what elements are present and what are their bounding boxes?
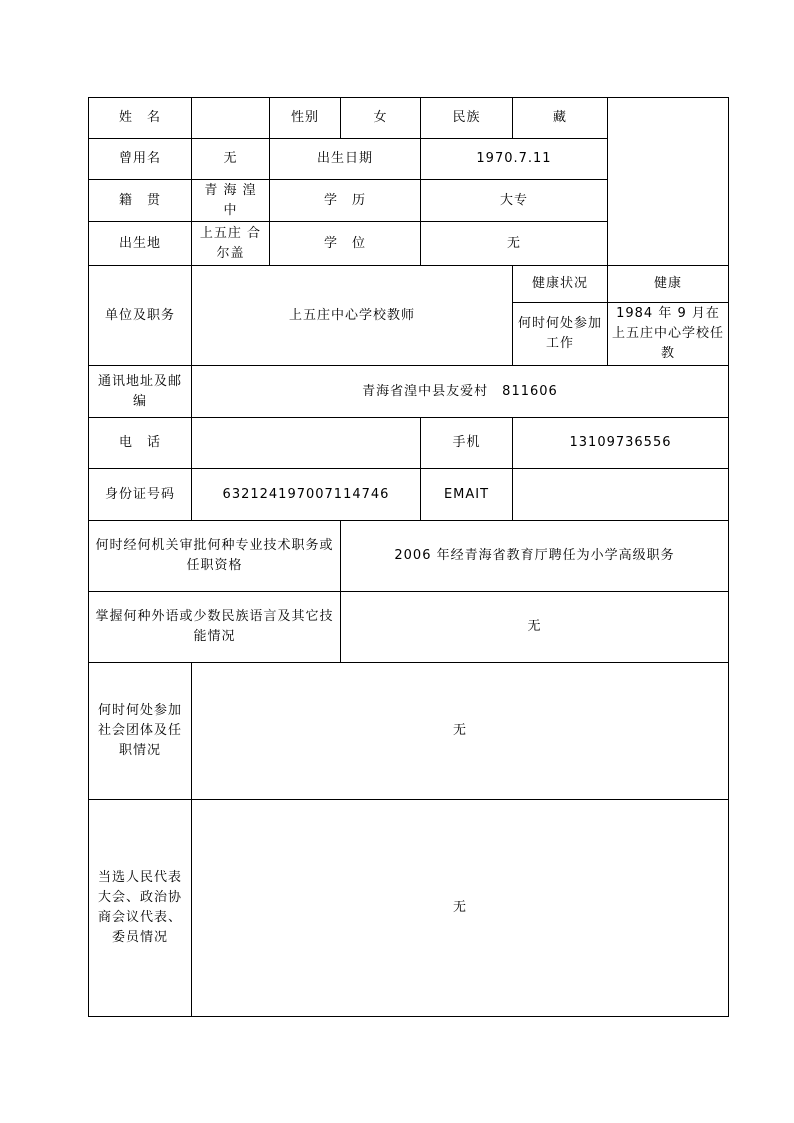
former-name-value: 无 xyxy=(192,139,270,180)
birthplace-value: 上五庄 合尔盖 xyxy=(192,222,270,266)
id-number-value: 632124197007114746 xyxy=(192,469,421,521)
work-start-label: 何时何处参加工作 xyxy=(513,303,608,366)
ethnicity-label: 民族 xyxy=(421,98,513,139)
health-value: 健康 xyxy=(608,266,729,303)
birthplace-label: 出生地 xyxy=(89,222,192,266)
health-label: 健康状况 xyxy=(513,266,608,303)
photo-cell xyxy=(608,98,729,266)
education-label: 学 历 xyxy=(270,180,421,222)
mobile-value: 13109736556 xyxy=(513,418,729,469)
name-label: 姓 名 xyxy=(89,98,192,139)
native-place-label: 籍 贯 xyxy=(89,180,192,222)
phone-label: 电 话 xyxy=(89,418,192,469)
education-value: 大专 xyxy=(421,180,608,222)
work-start-value: 1984 年 9 月在上五庄中心学校任教 xyxy=(608,303,729,366)
degree-value: 无 xyxy=(421,222,608,266)
email-value xyxy=(513,469,729,521)
birth-date-label: 出生日期 xyxy=(270,139,421,180)
address-value: 青海省湟中县友爱村 811606 xyxy=(192,366,729,418)
language-skills-value: 无 xyxy=(341,592,729,663)
professional-title-label: 何时经何机关审批何种专业技术职务或任职资格 xyxy=(89,521,341,592)
email-label: EMAIT xyxy=(421,469,513,521)
personal-info-form xyxy=(88,97,729,1017)
former-name-label: 曾用名 xyxy=(89,139,192,180)
congress-member-label: 当选人民代表大会、政治协商会议代表、委员情况 xyxy=(89,800,192,1017)
professional-title-value: 2006 年经青海省教育厅聘任为小学高级职务 xyxy=(341,521,729,592)
birth-date-value: 1970.7.11 xyxy=(421,139,608,180)
social-groups-label: 何时何处参加社会团体及任职情况 xyxy=(89,663,192,800)
congress-member-value: 无 xyxy=(192,800,729,1017)
gender-label: 性别 xyxy=(270,98,341,139)
language-skills-label: 掌握何种外语或少数民族语言及其它技能情况 xyxy=(89,592,341,663)
address-label: 通讯地址及邮编 xyxy=(89,366,192,418)
name-value xyxy=(192,98,270,139)
degree-label: 学 位 xyxy=(270,222,421,266)
unit-value: 上五庄中心学校教师 xyxy=(192,266,513,366)
mobile-label: 手机 xyxy=(421,418,513,469)
ethnicity-value: 藏 xyxy=(513,98,608,139)
phone-value xyxy=(192,418,421,469)
native-place-value: 青 海 湟 中 xyxy=(192,180,270,222)
id-number-label: 身份证号码 xyxy=(89,469,192,521)
gender-value: 女 xyxy=(341,98,421,139)
social-groups-value: 无 xyxy=(192,663,729,800)
unit-label: 单位及职务 xyxy=(89,266,192,366)
